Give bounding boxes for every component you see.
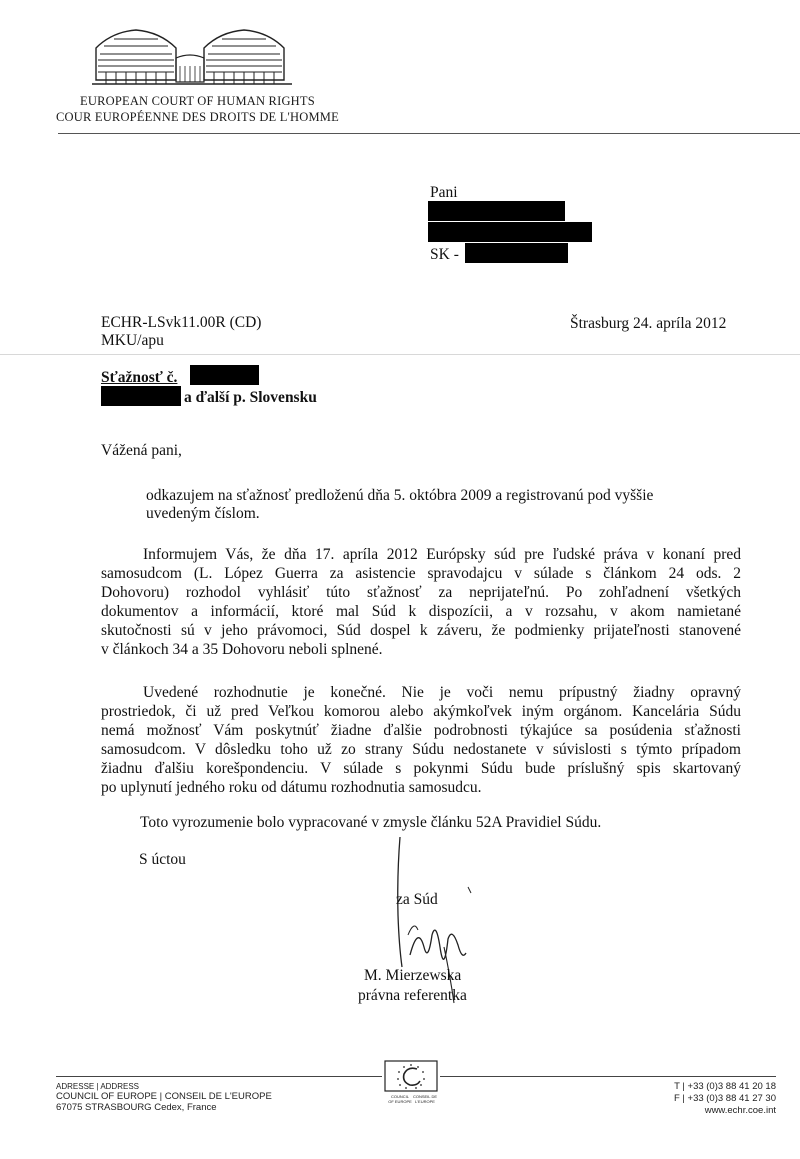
- logo-caption-fr: CONSEIL DE L'EUROPE: [412, 1094, 438, 1104]
- place-date: Štrasburg 24. apríla 2012: [570, 315, 727, 332]
- recipient-title: Pani: [430, 184, 458, 201]
- signatory-title: právna referentka: [358, 987, 467, 1004]
- paragraph-2-line: dokumentov a informácií, ktoré mal Súd k dispozícii, a v rozsahu, v akom namietané: [101, 603, 741, 620]
- closing: S úctou: [139, 851, 186, 868]
- signature-for-court: za Súd: [396, 891, 438, 908]
- paragraph-1-line-2: uvedeným číslom.: [146, 505, 260, 522]
- paragraph-3-line: nemá možnosť Vám poskytnúť žiadne ďalšie podrobnosti týkajúce sa posúdenia sťažnosti: [101, 722, 741, 739]
- paragraph-3-line: žiadnu ďalšiu korešpondenciu. V súlade s pokynmi Súdu bude príslušný spis skartovaný: [101, 760, 741, 777]
- court-name-en: EUROPEAN COURT OF HUMAN RIGHTS: [80, 94, 315, 108]
- header-divider: [58, 133, 800, 134]
- redaction-bar: [428, 222, 592, 242]
- court-logo-icon: [92, 26, 292, 88]
- redaction-bar: [465, 243, 568, 263]
- subject-parties: [184, 388, 317, 407]
- reference-initials: MKU/apu: [101, 332, 164, 349]
- subject-line: [101, 368, 177, 387]
- paragraph-2-line: samosudcom (L. López Guerra za asistencie spravodajcu v súlade s článkom 24 ods. 2: [101, 565, 741, 582]
- paragraph-3-line: Uvedené rozhodnutie je konečné. Nie je voči nemu prípustný žiadny opravný: [143, 684, 741, 701]
- footer-fax: F | +33 (0)3 88 41 27 30: [673, 1093, 776, 1104]
- fold-line: [0, 354, 800, 355]
- subject-number-label: Sťažnosť č.: [101, 369, 178, 386]
- paragraph-2-line: Informujem Vás, že dňa 17. apríla 2012 Európsky súd pre ľudské práva v konaní pred: [143, 546, 741, 563]
- paragraph-2-line: Dohovoru) rozhodol vyhlásiť túto sťažnosť za neprijateľnú. Po zohľadnení všetkých: [101, 584, 741, 601]
- reference-code: ECHR-LSvk11.00R (CD): [101, 314, 262, 331]
- redaction-bar: [428, 201, 565, 221]
- footer-divider-left: [56, 1076, 382, 1077]
- greeting: Vážená pani,: [101, 442, 182, 459]
- footer-divider-right: [440, 1076, 776, 1077]
- footer-address-label: ADRESSE | ADDRESS: [56, 1082, 139, 1091]
- paragraph-1-line-1: odkazujem na sťažnosť predloženú dňa 5. októbra 2009 a registrovanú pod vyššie: [146, 487, 654, 504]
- footer-org: COUNCIL OF EUROPE | CONSEIL DE L'EUROPE: [56, 1091, 272, 1102]
- footer-city: 67075 STRASBOURG Cedex, France: [56, 1102, 217, 1113]
- paragraph-2: [101, 545, 741, 659]
- recipient-country: SK -: [430, 246, 459, 263]
- redaction-bar: [101, 386, 181, 406]
- paragraph-2-line: skutočnosti sú v jeho právomoci, Súd dospel k záveru, že podmienky prijateľnosti stanovené: [101, 622, 741, 639]
- footer-website: www.echr.coe.int: [704, 1105, 776, 1116]
- paragraph-3-line: prostriedok, či už pred Veľkou komorou alebo akýmkoľvek iným orgánom. Kancelária Súdu: [101, 703, 741, 720]
- subject-parties-text: a ďalší p. Slovensku: [184, 389, 317, 406]
- paragraph-3-line: samosudcom. V dôsledku toho už zo strany Súdu nedostanete v súvislosti s týmto prípadom: [101, 741, 741, 758]
- signatory-name: M. Mierzewska: [364, 967, 462, 984]
- paragraph-2-line: v článkoch 34 a 35 Dohovoru neboli splnené.: [101, 641, 383, 658]
- paragraph-3: [101, 683, 741, 797]
- paragraph-4: Toto vyrozumenie bolo vypracované v zmysle článku 52A Pravidiel Súdu.: [140, 814, 602, 831]
- redaction-bar: [190, 365, 259, 385]
- paragraph-3-line: po uplynutí jedného roku od dátumu rozhodnutia samosudcu.: [101, 779, 482, 796]
- logo-caption-en: COUNCIL OF EUROPE: [388, 1094, 412, 1104]
- footer-phone: T | +33 (0)3 88 41 20 18: [674, 1081, 776, 1092]
- court-name-fr: COUR EUROPÉENNE DES DROITS DE L'HOMME: [56, 110, 339, 124]
